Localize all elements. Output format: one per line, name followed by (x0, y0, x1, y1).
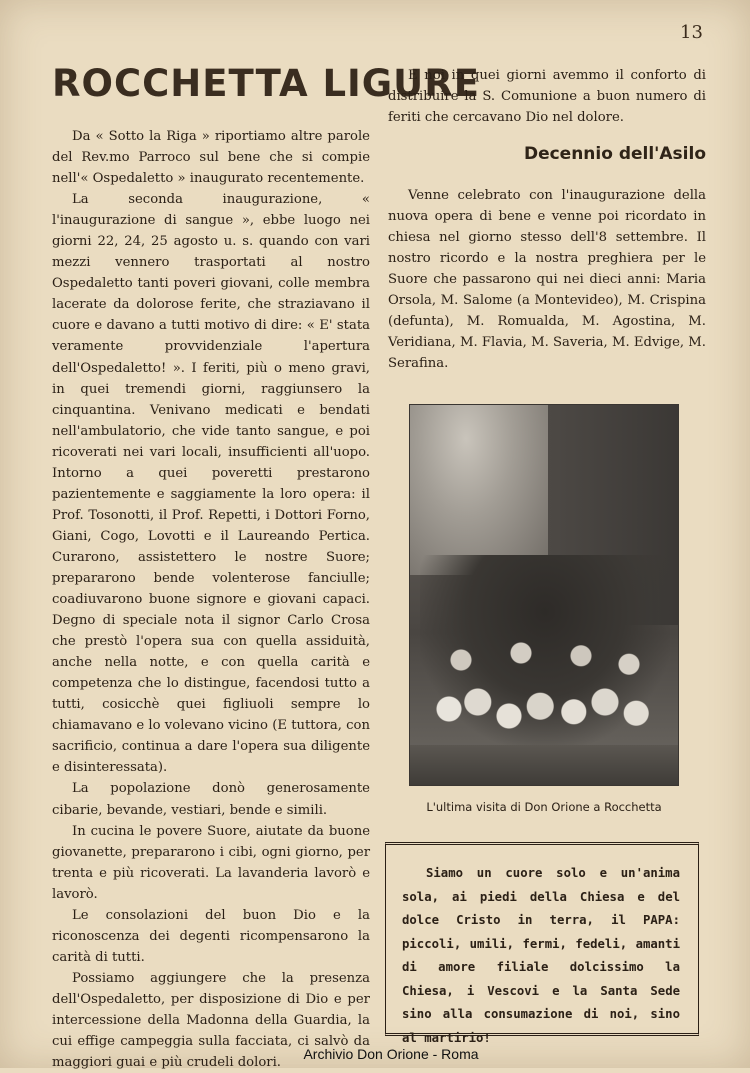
group-photo (409, 404, 679, 786)
photo-arch-background (410, 405, 550, 575)
page-number: 13 (680, 22, 703, 43)
article-paragraph: Da « Sotto la Riga » riportiamo altre parole del Rev.mo Parroco sul bene che si compie nell'« Ospedaletto » inaugurato recentemente. (52, 129, 370, 187)
quote-text: Siamo un cuore solo e un'anima sola, ai piedi della Chiesa e del dolce Cristo in terra, il PAPA: piccoli, umili, fermi, fedeli, amanti di amore filiale dolcissimo la Chiesa, i Vescovi e la Santa Sede sino alla consumazione di noi, sino al martirio! (402, 866, 680, 1045)
article-paragraph: Possiamo aggiungere che la presenza dell'Ospedaletto, per disposizione di Dio e per intercessione della Madonna della Guardia, la cui effige campeggia sulla facciata, ci salvò da maggiori guai e più crudeli dolori. (52, 970, 370, 1071)
photo-ground (410, 745, 678, 785)
article-paragraph: E noi in quei giorni avemmo il conforto di distribuire la S. Comunione a buon numero di feriti che cercavano Dio nel dolore. (388, 68, 706, 126)
photo-children-group (425, 625, 665, 765)
photo-caption: L'ultima visita di Don Orione a Rocchetta (426, 800, 662, 814)
asilo-body (388, 185, 706, 374)
article-body-left-column (52, 126, 370, 1073)
asilo-paragraph: Venne celebrato con l'inaugurazione della nuova opera di bene e venne poi ricordato in chiesa nel giorno stesso dell'8 settembre. Il nostro ricordo e la nostra preghiera per le Suore che passarono qui nei dieci anni: Maria Orsola, M. Salome (a Montevideo), M. Crispina (defunta), M. Romualda, M. Agostina, M. Veridiana, M. Flavia, M. Saveria, M. Edvige, M. Serafina. (388, 188, 706, 372)
article-paragraph: La popolazione donò generosamente cibarie, bevande, vestiari, bende e simili. (52, 781, 370, 818)
article-paragraph: La seconda inaugurazione, « l'inaugurazione di sangue », ebbe luogo nei giorni 22, 24, 25 agosto u. s. quando con vari mezzi vennero trasportati al nostro Ospedaletto tanti poveri giovani, colle membra lacerate da dolorose ferite, che straziavano il cuore e davano a tutti motivo di dire: « E' stata veramente provvidenziale l'apertura dell'Ospedaletto! ». I feriti, più o meno gravi, in quei tremendi giorni, raggiunsero la cinquantina. Venivano medicati e bendati nell'ambulatorio, che vide tanto sangue, e poi ricoverati nei vari locali, insufficienti all'uopo. Intorno a quei poveretti prestarono pazientemente e saggiamente la loro opera: il Prof. Tosonotti, il Prof. Repetti, i Dottori Forno, Giani, Cogo, Lovotti e il Laureando Pertica. Curarono, assistettero le nostre Suore; prepararono bende volenterose fanciulle; coadiuvarono buone signore e giovani capaci. Degno di speciale nota il signor Carlo Crosa che prestò l'opera sua con quella assiduità, anche nella notte, e con quella carità e competenza che lo distingue, facendosi tutto a tutti, cosicchè quei figliuoli sempre lo chiamavano e lo volevano vicino (E tuttora, con sacrificio, continua a dare l'opera sua diligente e disinteressata). (52, 192, 370, 776)
asilo-heading: Decennio dell'Asilo (523, 144, 706, 164)
archive-footer: Archivio Don Orione - Roma (303, 1046, 479, 1062)
article-body-right-column (388, 65, 706, 128)
article-paragraph: In cucina le povere Suore, aiutate da buone giovanette, prepararono i cibi, ogni giorno, per trenta e più ricoverati. La lavanderia lavorò e lavorò. (52, 823, 370, 902)
article-title: ROCCHETTA LIGURE (52, 62, 480, 105)
article-paragraph: Le consolazioni del buon Dio e la riconoscenza dei degenti ricompensarono la carità di tutti. (52, 907, 370, 965)
